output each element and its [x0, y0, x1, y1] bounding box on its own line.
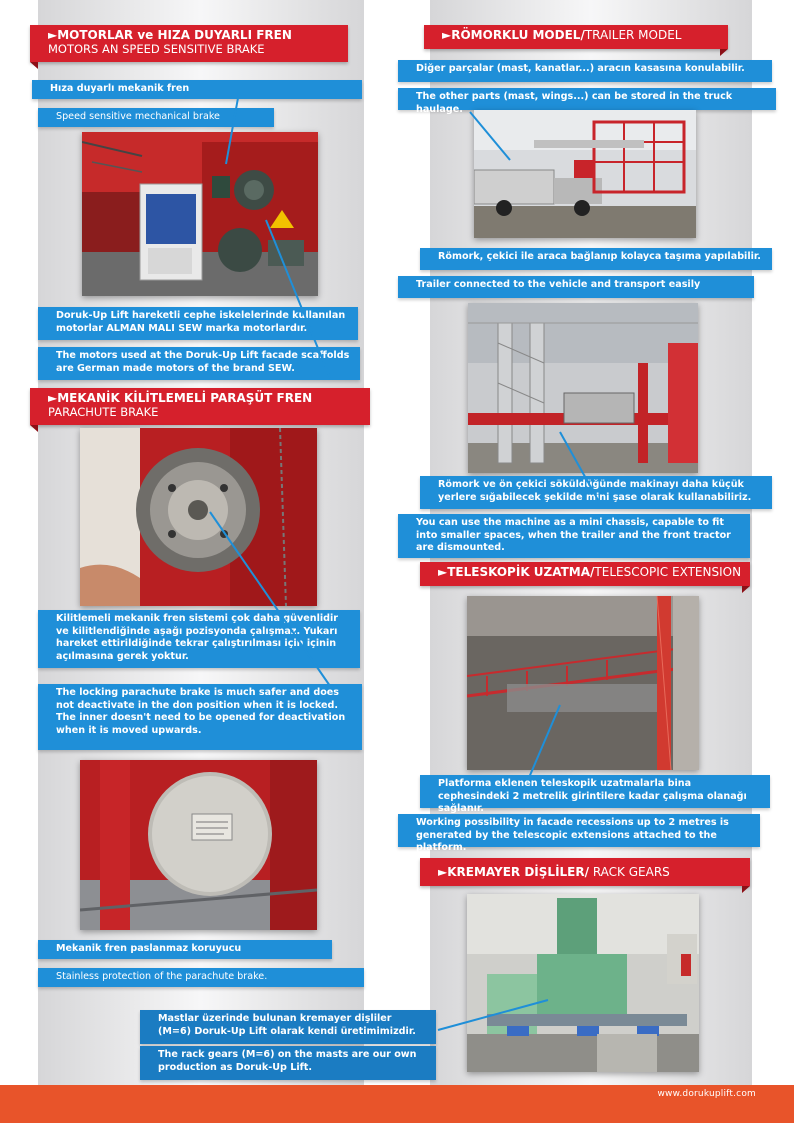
motors-caption-1-tr: Hıza duyarlı mekanik fren [32, 80, 362, 99]
parachute-brake-photo [80, 428, 317, 606]
parachute-title-en: PARACHUTE BRAKE [48, 405, 159, 419]
trailer-caption-1-en: The other parts (mast, wings...) can be stored in the truck haulage. [398, 88, 776, 110]
motor-photo [82, 132, 318, 296]
telescopic-extension-photo [467, 596, 699, 770]
trailer-caption-3-en: You can use the machine as a mini chassis, capable to fit into smaller spaces, when the trailer and the front tractor are dismounted. [398, 514, 750, 558]
parachute-title-tr: ►MEKANİK KİLİTLEMELİ PARAŞÜT FREN [48, 391, 313, 405]
rack-caption-en: The rack gears (M=6) on the masts are our own production as Doruk-Up Lift. [140, 1046, 436, 1080]
rack-caption-tr: Mastlar üzerinde bulunan kremayer dişliler (M=6) Doruk-Up Lift olarak kendi üretimimizdir. [140, 1010, 436, 1044]
motors-title-en: MOTORS AN SPEED SENSITIVE BRAKE [48, 42, 265, 56]
mini-chassis-photo [468, 303, 698, 473]
telescopic-caption-tr: Platforma eklenen teleskopik uzatmalarla bina cephesindeki 2 metrelik girintilere kadar çalışma olanağı sağlanır. [420, 775, 770, 808]
trailer-caption-3-tr: Römork ve ön çekici söküldüğünde makinayı daha küçük yerlere sığabilecek şekilde mini şase olarak kullanabiliriz. [420, 476, 772, 509]
parachute-caption-1-tr: Kilitlemeli mekanik fren sistemi çok daha güvenlidir ve kilitlendiğinde aşağı pozisyonda çalışmaz. Yukarı hareket ettirildiğinde tekrar çalıştırılması için içinin açılmasına gerek yoktur. [38, 610, 360, 668]
trailer-caption-2-tr: Römork, çekici ile araca bağlanıp kolayca taşıma yapılabilir. [420, 248, 772, 270]
trailer-caption-1-tr: Diğer parçalar (mast, kanatlar...) aracın kasasına konulabilir. [398, 60, 772, 82]
telescopic-title: ►TELESKOPİK UZATMA/TELESCOPIC EXTENSION [438, 565, 742, 579]
rack-header [420, 858, 750, 886]
motors-header [30, 25, 348, 62]
header-fold [742, 886, 750, 893]
website-link[interactable]: www.dorukuplift.com [657, 1089, 756, 1099]
parachute-caption-2-tr: Mekanik fren paslanmaz koruyucu [38, 940, 332, 959]
rack-gears-photo [467, 894, 699, 1072]
telescopic-header [420, 562, 750, 586]
parachute-caption-1-en: The locking parachute brake is much safer and does not deactivate in the don position when it is locked. The inner doesn't need to be opened for deactivation when it is moved upwards. [38, 684, 362, 750]
motors-caption-2-en: The motors used at the Doruk-Up Lift facade scaffolds are German made motors of the brand SEW. [38, 347, 360, 380]
trailer-caption-2-en: Trailer connected to the vehicle and transport easily [398, 276, 754, 298]
parachute-caption-2-en: Stainless protection of the parachute brake. [38, 968, 364, 987]
header-fold [30, 62, 38, 69]
footer-bar [0, 1085, 794, 1123]
stainless-protection-photo [80, 760, 317, 930]
motors-title-tr: ►MOTORLAR ve HIZA DUYARLI FREN [48, 28, 292, 42]
trailer-title: ►RÖMORKLU MODEL/TRAILER MODEL [442, 28, 682, 42]
header-fold [742, 586, 750, 593]
telescopic-caption-en: Working possibility in facade recessions up to 2 metres is generated by the telescopic extensions attached to the platform. [398, 814, 760, 847]
header-fold [720, 49, 728, 56]
trailer-header [424, 25, 728, 49]
motors-caption-1-en: Speed sensitive mechanical brake [38, 108, 274, 127]
trailer-truck-photo [474, 110, 696, 238]
rack-title: ►KREMAYER DİŞLİLER/ RACK GEARS [438, 865, 670, 879]
motors-caption-2-tr: Doruk-Up Lift hareketli cephe iskelelerinde kullanılan motorlar ALMAN MALI SEW marka motorlardır. [38, 307, 358, 340]
header-fold [30, 425, 38, 432]
parachute-header [30, 388, 370, 425]
